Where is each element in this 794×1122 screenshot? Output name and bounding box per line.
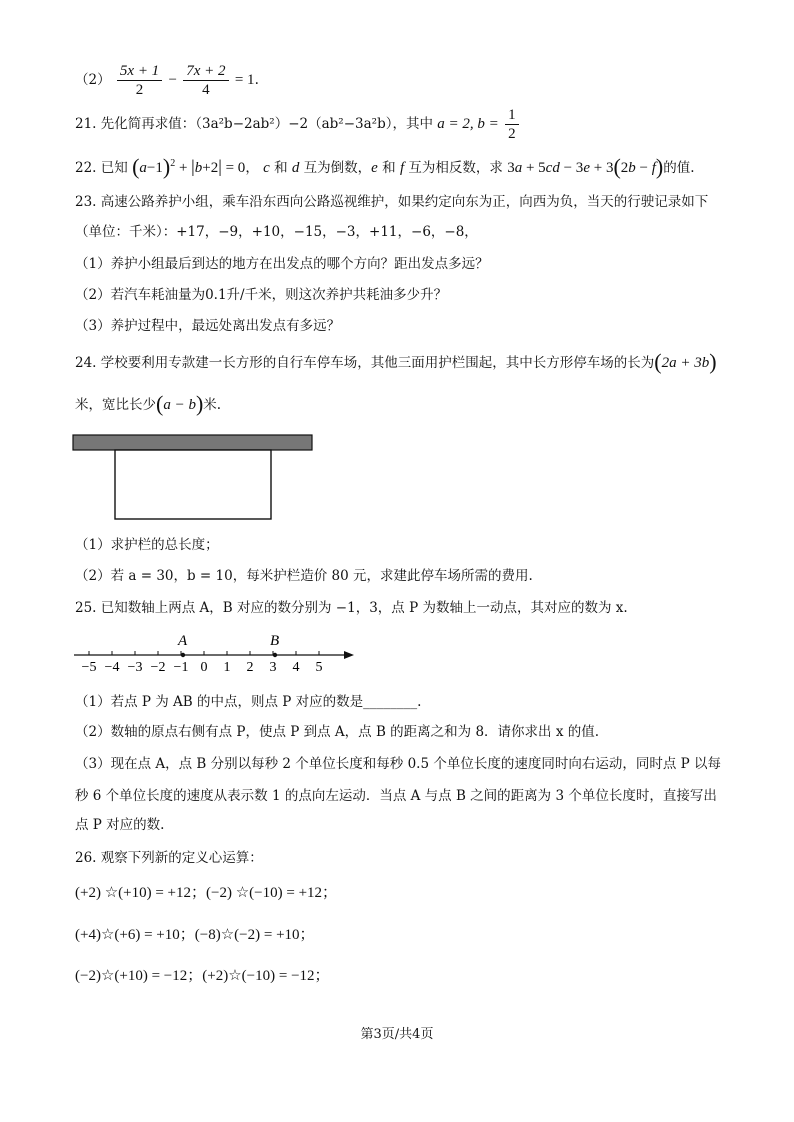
q21-condition: a = 2, b = [437, 116, 499, 132]
q24-length-expr: 2a + 3b [661, 355, 710, 371]
page-footer: 第3页/共4页 [360, 1027, 434, 1042]
tick-label: −5 [81, 660, 97, 674]
q23-stem2: （单位：千米）：+17，−9，+10，−15，−3，+11，−6，−8， [75, 224, 478, 240]
q22-expression: 3a + 5cd − 3e + 3(2b − f) [507, 154, 664, 179]
q24-stem2: 米，宽比长少(a − b)米. [75, 391, 222, 416]
q26-stem: 26. 观察下列新的定义心运算： [75, 850, 263, 866]
q23-sub1: （1）养护小组最后到达的地方在出发点的哪个方向？距出发点多远？ [75, 256, 489, 272]
q21 [75, 106, 521, 143]
q20-part2: （2） $\frac{5x + 1}{2}$ − $\frac{7x + 2}{4}$ = 1. [75, 63, 259, 98]
q25-sub2: （2）数轴的原点右侧有点 P，使点 P 到点 A，点 B 的距离之和为 8．请你求出 x 的值. [75, 724, 600, 740]
q25-sub3b: 秒 6 个单位长度的速度从表示数 1 的点向左运动．当点 A 与点 B 之间的距离为 3 个单位长度时，直接写出 [75, 788, 717, 804]
q26-row1: (+2) ☆(+10) = +12；(−2) ☆(−10) = +12； [75, 885, 338, 901]
q23-sub3: （3）养护过程中，最远处离出发点有多远？ [75, 318, 341, 334]
q20-part2-label: （2） [75, 72, 111, 88]
q25-sub3a: （3）现在点 A，点 B 分别以每秒 2 个单位长度和每秒 0.5 个单位长度的速度同时向右运动，同时点 P 以每 [75, 756, 722, 772]
tick-label: 1 [223, 660, 231, 674]
q24-width-expr: a − b [163, 397, 196, 413]
q21-fraction: $\frac{1}{2}$ [505, 106, 519, 143]
axis-arrow [344, 651, 354, 659]
q23-sub2: （2）若汽车耗油量为0.1升/千米，则这次养护共耗油多少升？ [75, 287, 448, 303]
q22-prefix: 22. 已知 [75, 160, 128, 176]
point-b-label: B [270, 633, 280, 649]
q24-sub2: （2）若 a = 30，b = 10，每米护栏造价 80 元，求建此停车场所需的费用. [75, 568, 533, 584]
q22-condition: $(a-1)^2 + |b+2| = 0$ [132, 154, 246, 179]
tick-label: −4 [104, 660, 120, 674]
tick-label: −3 [127, 660, 143, 674]
tick-label: −2 [150, 660, 166, 674]
tick-label: −1 [173, 660, 189, 674]
fraction-7x-plus-2-over-4: $\frac{7x + 2}{4}$ [183, 62, 228, 99]
q25-sub3c: 点 P 对应的数. [75, 817, 165, 833]
q23-stem1: 23. 高速公路养护小组，乘车沿东西向公路巡视维护，如果约定向东为正，向西为负，当天的行驶记录如下 [75, 194, 709, 210]
q22: 22. 已知 $(a-1)^2 + |b+2| = 0$， c 和 d 互为倒数，e 和 f 互为相反数，求 3a + 5cd − 3e + 3(2b − f)的值. [75, 154, 695, 179]
tick-label: 0 [200, 660, 208, 674]
q26-row3: (−2)☆(+10) = −12；(+2)☆(−10) = −12； [75, 968, 330, 984]
q25-sub1: （1）若点 P 为 AB 的中点，则点 P 对应的数是________. [75, 694, 422, 710]
q24-stem1: 24. 学校要利用专款建一长方形的自行车停车场，其他三面用护栏围起，其中长方形停车场的长为(2a + 3b) [75, 349, 717, 374]
tick-label: 4 [292, 660, 300, 674]
q25-stem: 25. 已知数轴上两点 A，B 对应的数分别为 −1，3，点 P 为数轴上一动点，其对应的数为 x. [75, 600, 628, 616]
wall-bar [73, 435, 312, 450]
number-line [70, 630, 360, 674]
q21-text: 21. 先化简再求值：（3a²b−2ab²）−2（ab²−3a²b），其中 [75, 116, 433, 132]
parking-lot-diagram [70, 432, 320, 524]
q26-row2: (+4)☆(+6) = +10；(−8)☆(−2) = +10； [75, 927, 315, 943]
q24-sub1: （1）求护栏的总长度； [75, 537, 219, 553]
tick-label: 3 [269, 660, 277, 674]
tick-label: 5 [315, 660, 323, 674]
tick-label: 2 [246, 660, 254, 674]
fraction-5x-plus-1-over-2: $\frac{5x + 1}{2}$ [117, 62, 162, 99]
parking-rectangle [115, 450, 271, 519]
point-a-label: A [178, 633, 188, 649]
